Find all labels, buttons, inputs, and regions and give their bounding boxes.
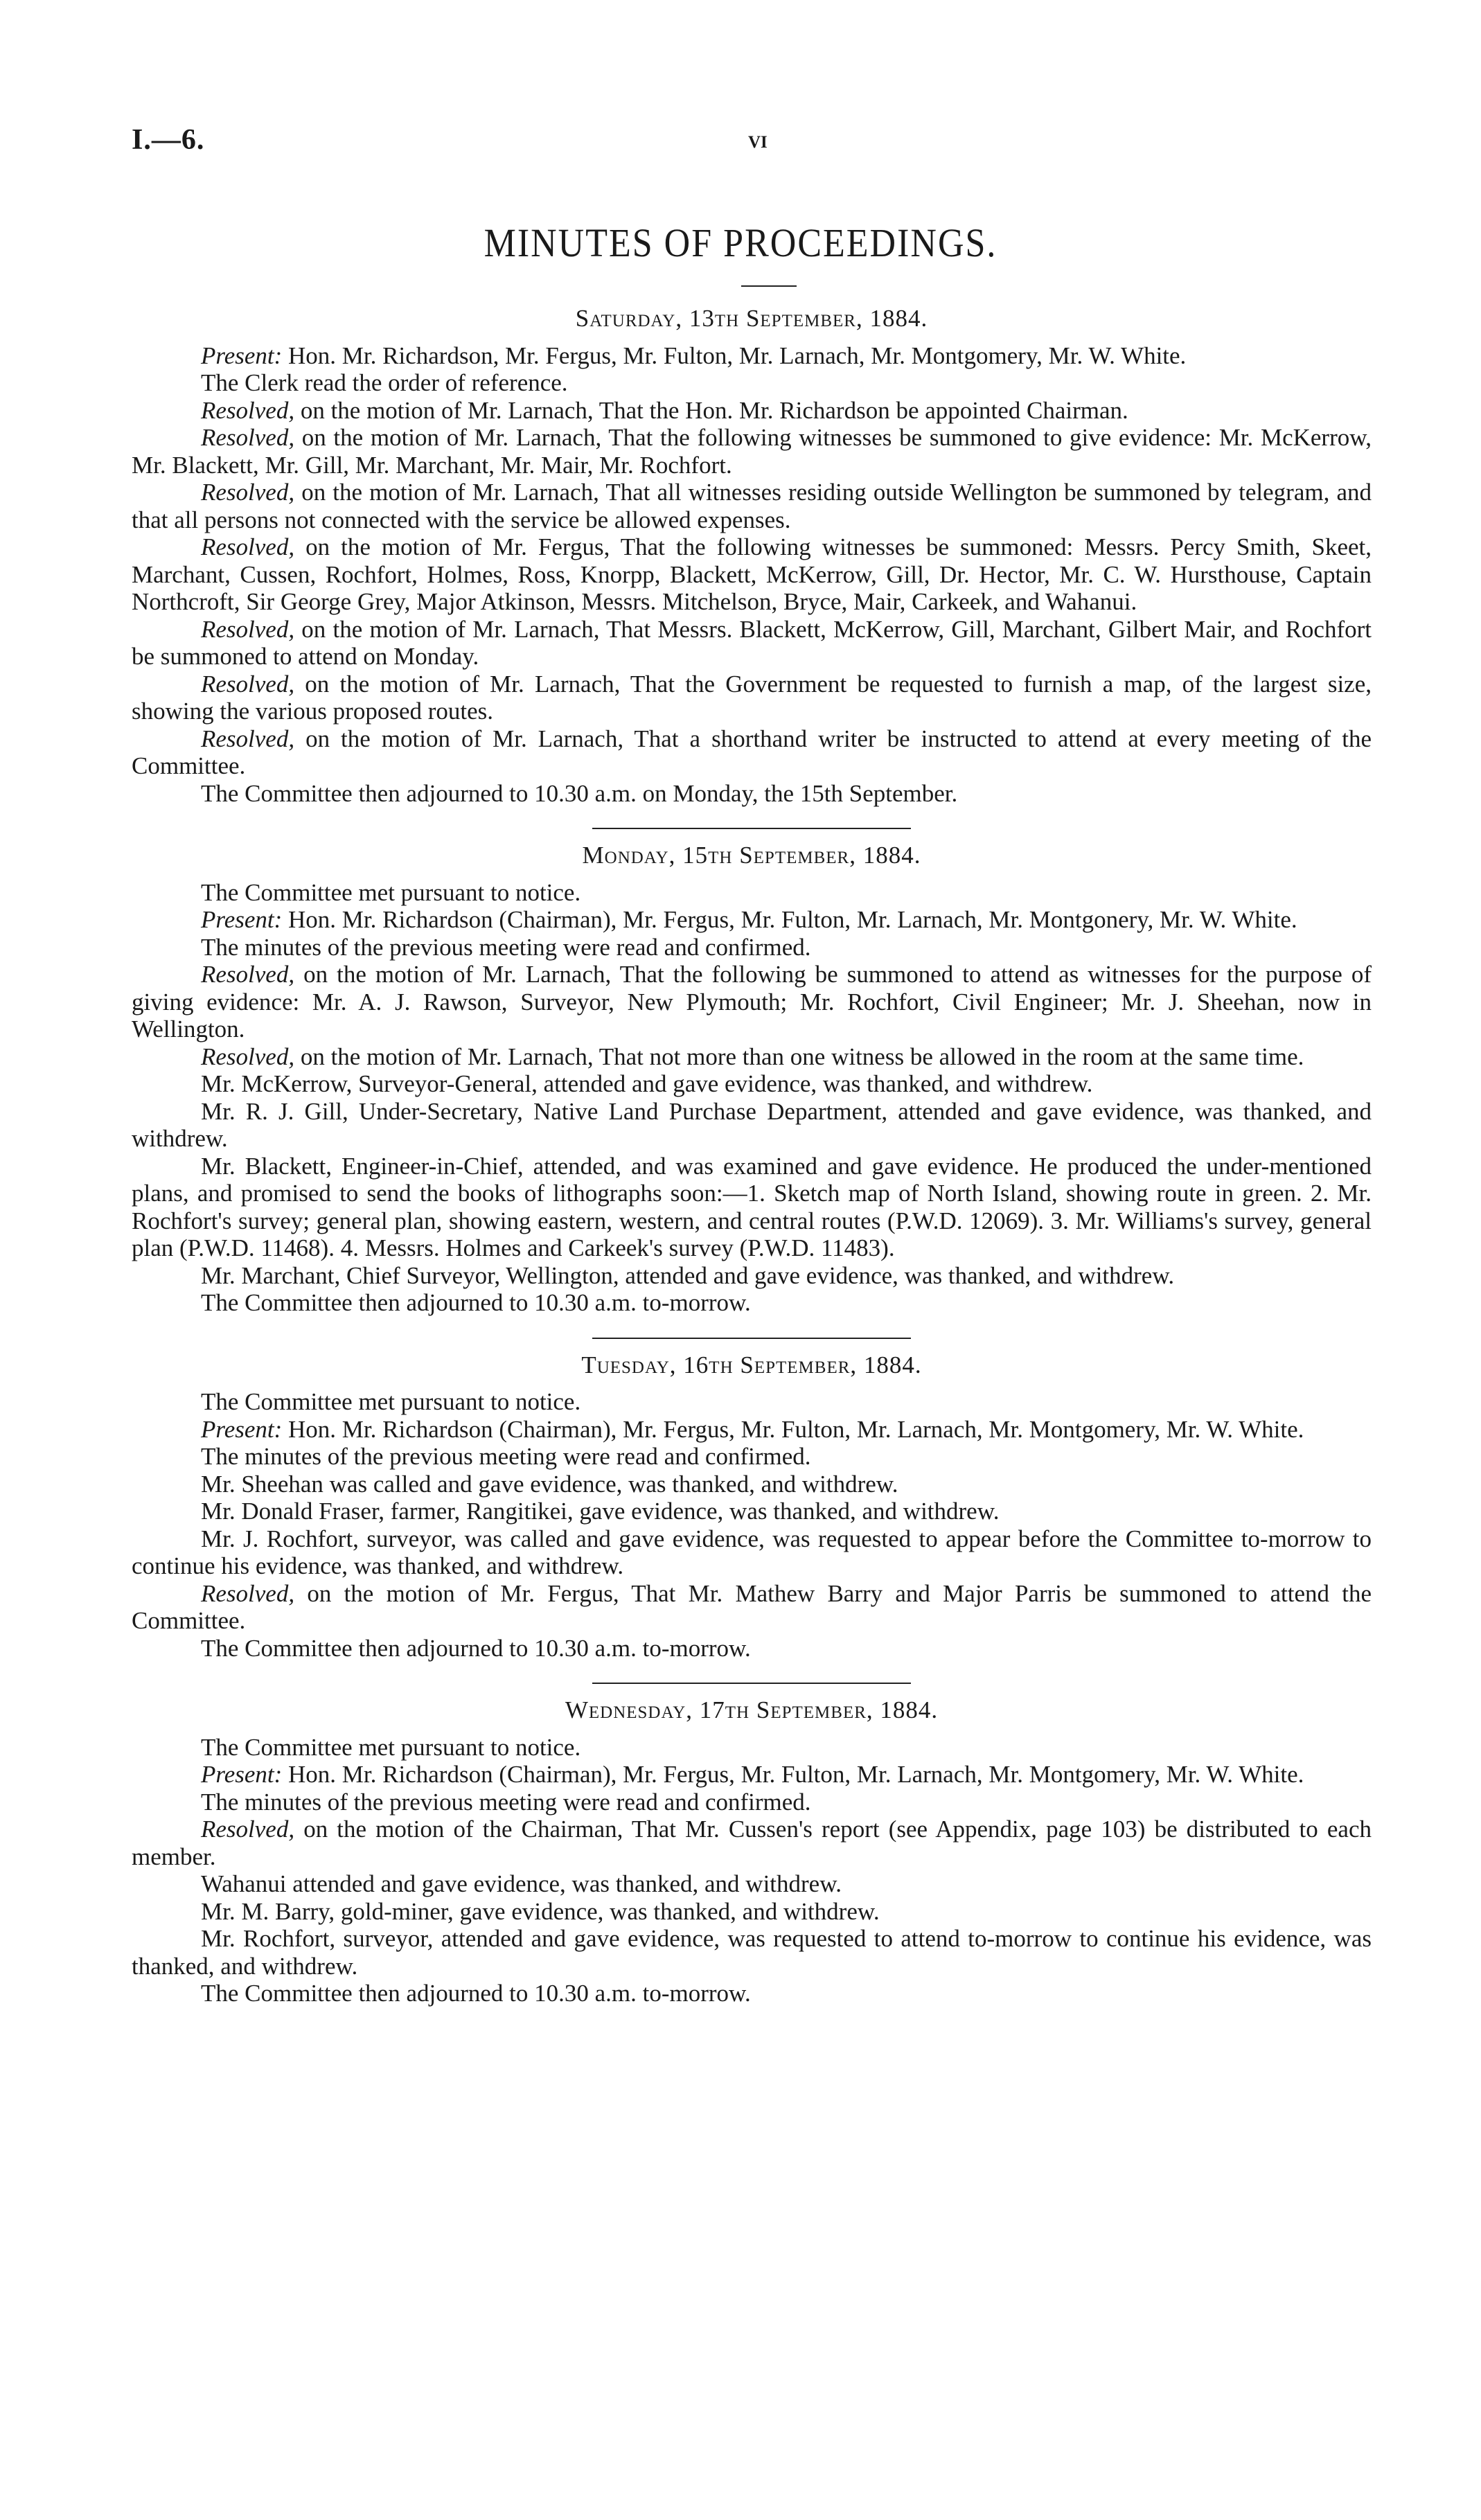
minute-entry: Resolved, on the motion of Mr. Larnach, That the Government be requested to furnish a map, of the largest size, showing the various proposed routes.: [132, 670, 1372, 725]
minute-entry: Mr. Rochfort, surveyor, attended and gave evidence, was requested to attend to-morrow to continue his evidence, was thanked, and withdrew.: [132, 1925, 1372, 1980]
session-date: Wednesday, 17th September, 1884.: [565, 1696, 939, 1723]
minute-entry: Resolved, on the motion of Mr. Larnach, That the following witnesses be summoned to give evidence: Mr. McKerrow, Mr. Blackett, Mr. Gill, Mr. Marchant, Mr. Mair, Mr. Rochfort.: [132, 424, 1372, 479]
minute-entry: The Committee met pursuant to notice.: [201, 1733, 581, 1761]
minute-entry: Resolved, on the motion of Mr. Larnach, That all witnesses residing outside Wellington be summoned by telegram, and that all persons not connected with the service be allowed expenses.: [132, 479, 1372, 533]
entry-lead-word: Resolved,: [201, 1579, 295, 1607]
minute-entry: The minutes of the previous meeting were read and confirmed.: [201, 933, 811, 961]
page-title: MINUTES OF PROCEEDINGS.: [484, 221, 997, 266]
session-separator: [592, 1683, 911, 1684]
minute-entry: Present: Hon. Mr. Richardson (Chairman), Mr. Fergus, Mr. Fulton, Mr. Larnach, Mr. Montgomery, Mr. W. White.: [201, 1415, 1304, 1443]
session-2: [132, 1351, 1372, 1662]
minute-entry: Mr. M. Barry, gold-miner, gave evidence, was thanked, and withdrew.: [201, 1897, 880, 1925]
session-0: [132, 305, 1372, 807]
entry-lead-word: Present:: [201, 1415, 283, 1443]
entry-lead-word: Present:: [201, 341, 283, 369]
minute-entry: Mr. Marchant, Chief Surveyor, Wellington, attended and gave evidence, was thanked, and withdrew.: [201, 1261, 1175, 1289]
page-number: vi: [748, 125, 768, 153]
entry-lead-word: Resolved,: [201, 615, 295, 643]
minute-entry: Wahanui attended and gave evidence, was thanked, and withdrew.: [201, 1870, 842, 1897]
minute-entry: The Committee then adjourned to 10.30 a.m. to-morrow.: [201, 1634, 751, 1662]
minute-entry: Mr. J. Rochfort, surveyor, was called and gave evidence, was requested to appear before the Committee to-morrow to continue his evidence, was thanked, and withdrew.: [132, 1525, 1372, 1579]
minute-entry: Resolved, on the motion of Mr. Larnach, That the Hon. Mr. Richardson be appointed Chairman.: [201, 396, 1128, 424]
session-separator: [592, 828, 911, 829]
entry-lead-word: Resolved,: [201, 424, 295, 451]
minute-entry: Mr. McKerrow, Surveyor-General, attended and gave evidence, was thanked, and withdrew.: [201, 1070, 1093, 1097]
minute-entry: The Committee met pursuant to notice.: [201, 1388, 581, 1415]
entry-lead-word: Present:: [201, 1761, 283, 1788]
document-id: I.—6.: [132, 124, 205, 156]
minutes-body: [132, 296, 1372, 2007]
minute-entry: Present: Hon. Mr. Richardson, Mr. Fergus, Mr. Fulton, Mr. Larnach, Mr. Montgomery, Mr. W. White.: [201, 341, 1187, 369]
entry-lead-word: Resolved,: [201, 1042, 295, 1070]
minute-entry: Resolved, on the motion of the Chairman, That Mr. Cussen's report (see Appendix, page 103) be distributed to each member.: [132, 1816, 1372, 1870]
minute-entry: The Committee met pursuant to notice.: [201, 878, 581, 906]
minute-entry: The minutes of the previous meeting were read and confirmed.: [201, 1788, 811, 1816]
title-rule: [741, 285, 797, 287]
entry-lead-word: Resolved,: [201, 725, 295, 752]
entry-lead-word: Resolved,: [201, 533, 295, 560]
entry-lead-word: Resolved,: [201, 961, 295, 988]
minute-entry: Resolved, on the motion of Mr. Fergus, That the following witnesses be summoned: Messrs. Percy Smith, Skeet, Marchant, Cussen, Rochfort, Holmes, Ross, Knorpp, Blackett, McKerrow, Gill, Dr. Hector, Mr. C. W. Hursthouse, Captain Northcroft, Sir George Grey, Major Atkinson, Messrs. Mitchelson, Bryce, Mair, Carkeek, and Wahanui.: [132, 533, 1372, 615]
session-date: Monday, 15th September, 1884.: [582, 842, 921, 869]
minute-entry: Resolved, on the motion of Mr. Larnach, That not more than one witness be allowed in the room at the same time.: [201, 1042, 1304, 1070]
session-1: [132, 842, 1372, 1317]
entry-lead-word: Present:: [201, 906, 283, 933]
entry-lead-word: Resolved,: [201, 396, 295, 424]
minute-entry: The Committee then adjourned to 10.30 a.m. to-morrow.: [201, 1980, 751, 2007]
minute-entry: Mr. Donald Fraser, farmer, Rangitikei, gave evidence, was thanked, and withdrew.: [201, 1498, 1000, 1525]
minute-entry: Mr. Blackett, Engineer-in-Chief, attended, and was examined and gave evidence. He produced the under-mentioned plans, and promised to send the books of lithographs soon:—1. Sketch map of North Island, showing route in green. 2. Mr. Rochfort's survey; general plan, showing eastern, western, and central routes (P.W.D. 12069). 3. Mr. Williams's survey, general plan (P.W.D. 11468). 4. Messrs. Holmes and Carkeek's survey (P.W.D. 11483).: [132, 1152, 1372, 1261]
minute-entry: Present: Hon. Mr. Richardson (Chairman), Mr. Fergus, Mr. Fulton, Mr. Larnach, Mr. Montgomery, Mr. W. White.: [201, 1761, 1304, 1788]
minute-entry: Resolved, on the motion of Mr. Larnach, That the following be summoned to attend as witnesses for the purpose of giving evidence: Mr. A. J. Rawson, Surveyor, New Plymouth; Mr. Rochfort, Civil Engineer; Mr. J. Sheehan, now in Wellington.: [132, 961, 1372, 1042]
minute-entry: The Clerk read the order of reference.: [201, 369, 568, 396]
minute-entry: Resolved, on the motion of Mr. Fergus, That Mr. Mathew Barry and Major Parris be summoned to attend the Committee.: [132, 1579, 1372, 1634]
entry-lead-word: Resolved,: [201, 1816, 295, 1843]
minute-entry: The Committee then adjourned to 10.30 a.m. to-morrow.: [201, 1289, 751, 1316]
minute-entry: Mr. Sheehan was called and gave evidence, was thanked, and withdrew.: [201, 1470, 898, 1498]
minute-entry: Resolved, on the motion of Mr. Larnach, That Messrs. Blackett, McKerrow, Gill, Marchant, Gilbert Mair, and Rochfort be summoned to attend on Monday.: [132, 615, 1372, 670]
session-separator: [592, 1338, 911, 1339]
minute-entry: Mr. R. J. Gill, Under-Secretary, Native Land Purchase Department, attended and gave evidence, was thanked, and withdrew.: [132, 1097, 1372, 1152]
entry-lead-word: Resolved,: [201, 479, 295, 506]
minute-entry: The minutes of the previous meeting were read and confirmed.: [201, 1443, 811, 1470]
minute-entry: The Committee then adjourned to 10.30 a.m. on Monday, the 15th September.: [201, 779, 958, 807]
entry-lead-word: Resolved,: [201, 670, 295, 698]
minute-entry: Present: Hon. Mr. Richardson (Chairman), Mr. Fergus, Mr. Fulton, Mr. Larnach, Mr. Montgonery, Mr. W. White.: [201, 906, 1297, 933]
session-date: Saturday, 13th September, 1884.: [575, 305, 928, 332]
session-date: Tuesday, 16th September, 1884.: [581, 1351, 922, 1378]
session-3: [132, 1696, 1372, 2007]
minute-entry: Resolved, on the motion of Mr. Larnach, That a shorthand writer be instructed to attend at every meeting of the Committee.: [132, 725, 1372, 779]
